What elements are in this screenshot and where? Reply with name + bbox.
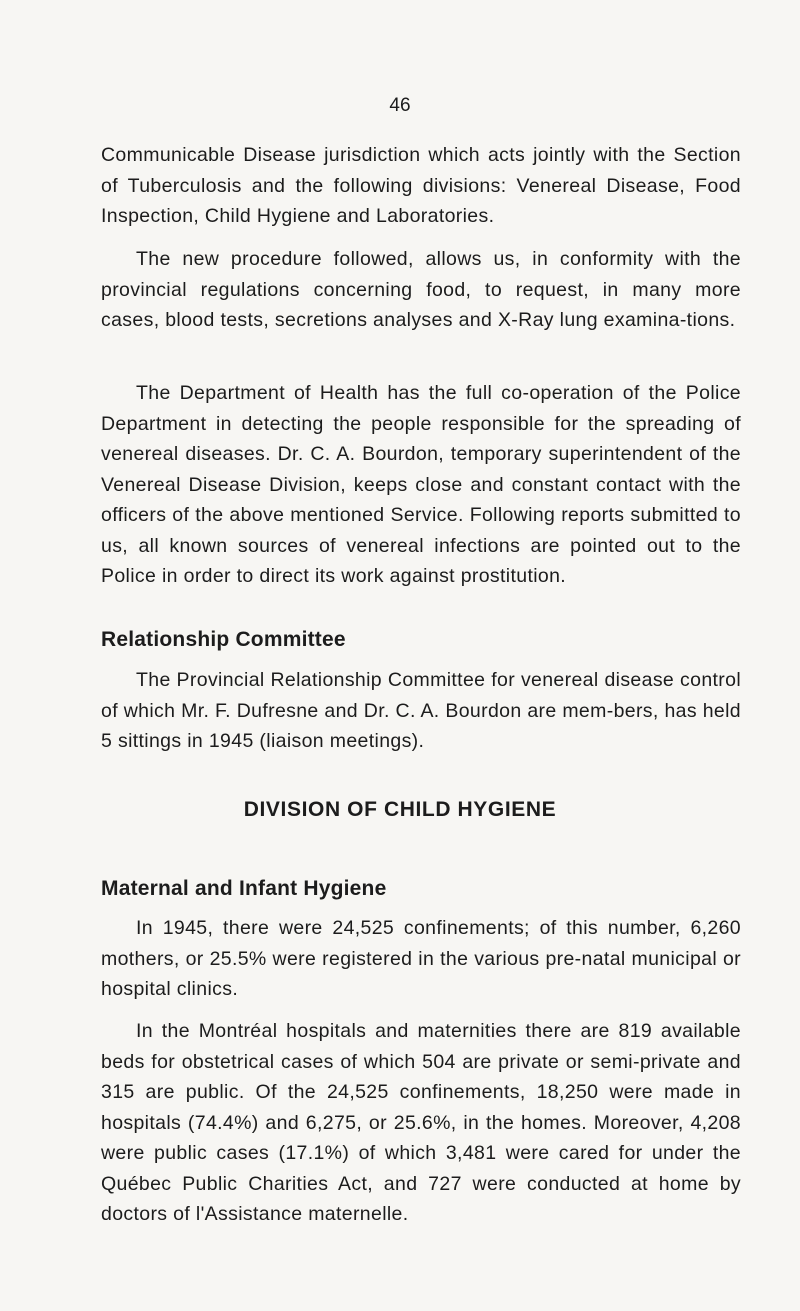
- page-number: 46: [389, 95, 411, 116]
- paragraph-confinements: In 1945, there were 24,525 confinements; of this number, 6,260 mothers, or 25.5% were registered in the various pre-natal municipal or hospital clinics.: [101, 917, 741, 1000]
- paragraph-new-procedure: The new procedure followed, allows us, in conformity with the provincial regulations concerning food, to request, in many more cases, blood tests, secretions analyses and X-Ray lung examina-tions.: [101, 248, 741, 331]
- paragraph-relationship-committee: The Provincial Relationship Committee for venereal disease control of which Mr. F. Dufresne and Dr. C. A. Bourdon are mem-bers, has held 5 sittings in 1945 (liaison meetings).: [101, 669, 741, 752]
- relationship-committee-heading: Relationship Committee: [101, 628, 346, 651]
- maternal-infant-heading: Maternal and Infant Hygiene: [101, 877, 387, 900]
- paragraph-police-cooperation: The Department of Health has the full co-operation of the Police Department in detecting the people responsible for the spreading of venereal diseases. Dr. C. A. Bourdon, temporary superintendent of the Venereal Disease Division, keeps close and constant contact with the officers of the above mentioned Service. Following reports submitted to us, all known sources of venereal infections are pointed out to the Police in order to direct its work against prostitution.: [101, 382, 741, 587]
- paragraph-communicable-disease: Communicable Disease jurisdiction which acts jointly with the Section of Tuberculosis and the following divisions: Venereal Disease, Food Inspection, Child Hygiene and Laboratories.: [101, 144, 741, 227]
- division-title: DIVISION OF CHILD HYGIENE: [243, 798, 557, 821]
- paragraph-montreal-hospitals: In the Montréal hospitals and maternities there are 819 available beds for obstetrical cases of which 504 are private or semi-private and 315 are public. Of the 24,525 confinements, 18,250 were made in hospitals (74.4%) and 6,275, or 25.6%, in the homes. Moreover, 4,208 were public cases (17.1%) of which 3,481 were cared for under the Québec Public Charities Act, and 727 were conducted at home by doctors of l'Assistance maternelle.: [101, 1020, 741, 1225]
